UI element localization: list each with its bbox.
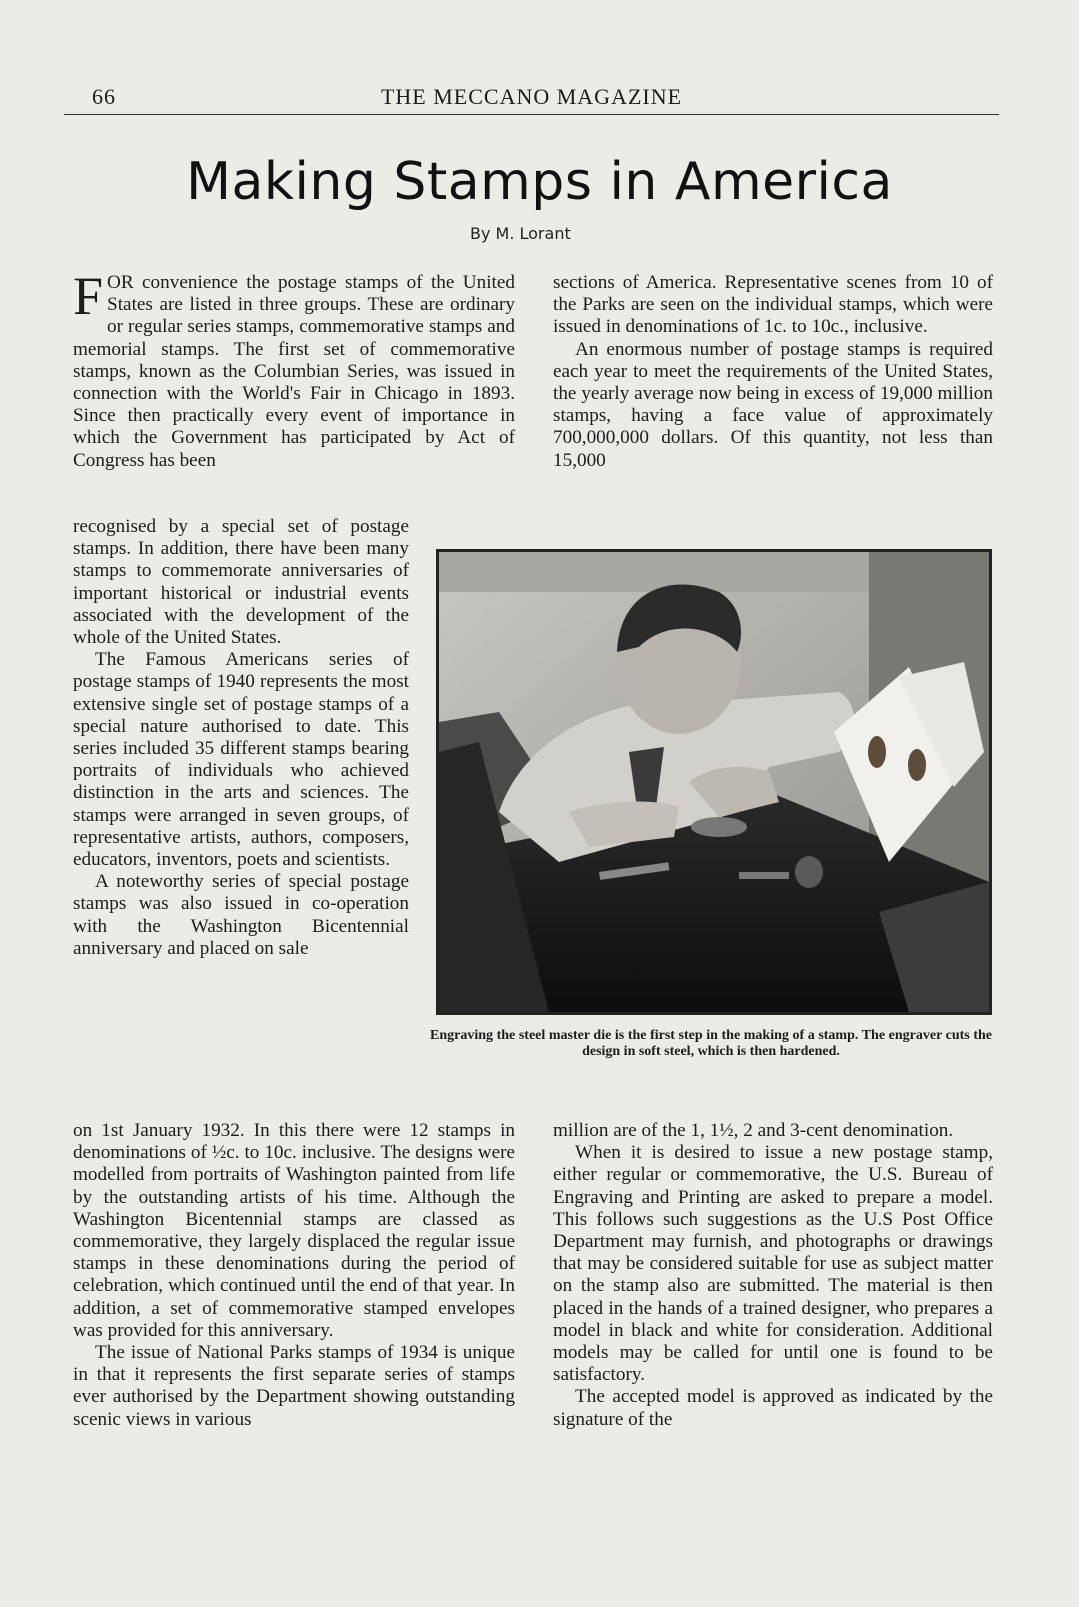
running-head xyxy=(64,84,999,115)
left-column-narrow xyxy=(73,516,409,960)
drop-cap: F xyxy=(73,266,104,326)
photo-caption: Engraving the steel master die is the first step in the making of a stamp. The engraver cuts the design in soft steel, which is then hardened. xyxy=(430,1028,992,1059)
left-column-bottom xyxy=(73,1120,515,1431)
engraver-photo xyxy=(436,549,992,1015)
paragraph: on 1st January 1932. In this there were 12 stamps in denominations of ½c. to 10c. inclusive. The designs were modelled from portraits of Washington painted from life by the outstanding artists of his time. Although the Washington Bicentennial stamps are classed as commemorative, they largely displaced the regular issue stamps in these denominations during the period of celebration, which continued until the end of that year. In addition, a set of commemorative stamped envelopes was provided for this anniversary. xyxy=(73,1120,515,1341)
paragraph: million are of the 1, 1½, 2 and 3-cent denomination. xyxy=(553,1120,954,1141)
paragraph: The accepted model is approved as indicated by the signature of the xyxy=(553,1386,993,1430)
paragraph: recognised by a special set of postage stamps. In addition, there have been many stamps to commemorate anniversaries of important historical or industrial events associated with the development of the whole of the United States. xyxy=(73,516,409,649)
paragraph: The Famous Americans series of postage stamps of 1940 represents the most extensive single set of postage stamps of a special nature authorised to date. This series included 35 different stamps bearing portraits of individuals who achieved distinction in the arts and sciences. The stamps were arranged in seven groups, of representative artists, authors, composers, educators, inventors, poets and scientists. xyxy=(73,649,409,871)
magazine-title: THE MECCANO MAGAZINE xyxy=(380,84,683,109)
paragraph: sections of America. Representative scenes from 10 of the Parks are seen on the individual stamps, which were issued in denominations of 1c. to 10c., inclusive. xyxy=(553,272,993,338)
paragraph xyxy=(73,266,515,472)
paragraph: An enormous number of postage stamps is required each year to meet the requirements of the United States, the yearly average now being in excess of 19,000 million stamps, having a face value of approximately 700,000,000 dollars. Of this quantity, not less than 15,000 xyxy=(553,338,993,471)
left-column-top xyxy=(73,266,515,472)
right-column-bottom xyxy=(553,1120,993,1431)
paragraph: The issue of National Parks stamps of 1934 is unique in that it represents the first separate series of stamps ever authorised by the Department showing outstanding scenic views in various xyxy=(73,1342,515,1430)
page-number: 66 xyxy=(92,84,116,109)
right-column-top xyxy=(553,272,993,472)
paragraph: A noteworthy series of special postage stamps was also issued in co-operation with the Washington Bicentennial anniversary and placed on sale xyxy=(73,871,409,959)
engraver-photo-image xyxy=(439,552,989,1012)
byline: By M. Lorant xyxy=(470,224,571,243)
paragraph: When it is desired to issue a new postage stamp, either regular or commemorative, the U.S. Bureau of Engraving and Printing are asked to prepare a model. This follows such suggestions as the U.S Post Office Department may furnish, and photographs or drawings that may be considered suitable for use as subject matter on the stamp also are submitted. The material is then placed in the hands of a trained designer, who prepares a model in black and white for consideration. Additional models may be called for until one is found to be satisfactory. xyxy=(553,1142,993,1386)
article-title: Making Stamps in America xyxy=(186,152,893,212)
paragraph-text: OR convenience the postage stamps of the United States are listed in three groups. These are ordinary or regular series stamps, commemorative stamps and memorial stamps. The first set of commemorative stamps, known as the Columbian Series, was issued in connection with the World's Fair in Chicago in 1893. Since then practically every event of importance in which the Government has participated by Act of Congress has been xyxy=(73,272,515,471)
